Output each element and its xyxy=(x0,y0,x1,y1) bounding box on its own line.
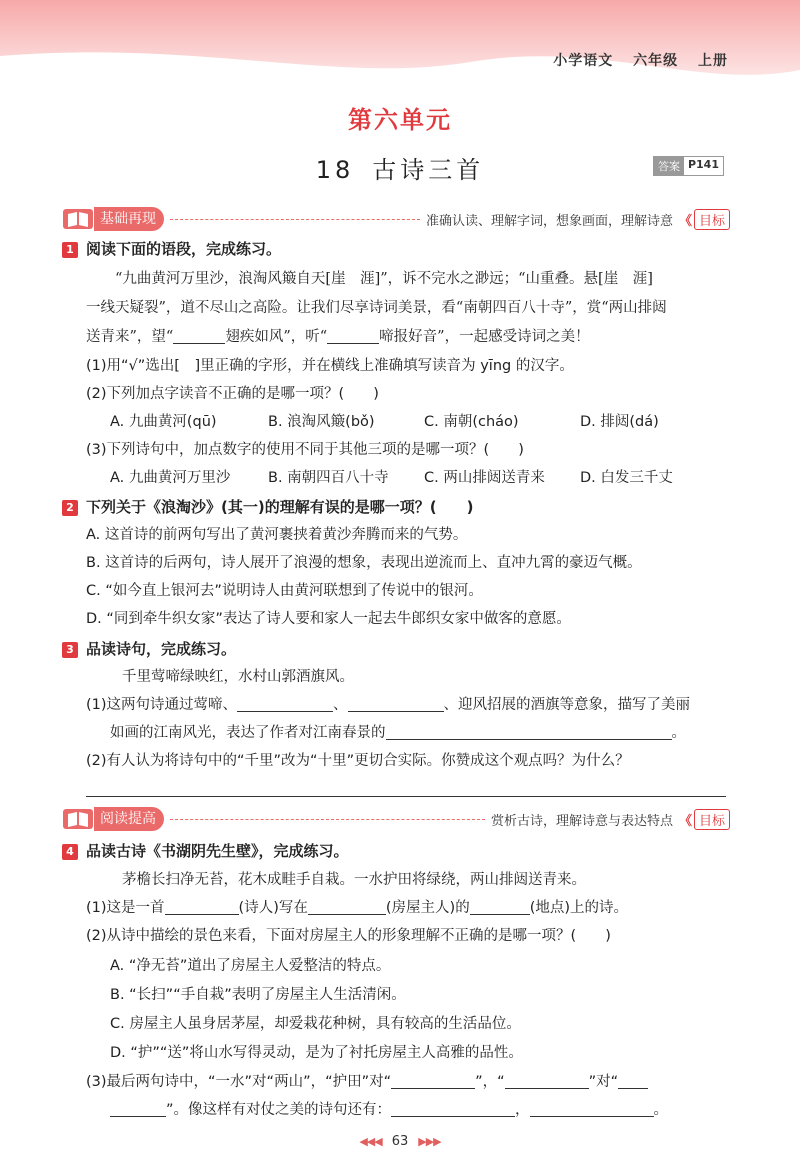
open-book-icon xyxy=(62,806,96,832)
question-text: 品读古诗《书湖阴先生壁》，完成练习。 xyxy=(86,842,349,860)
q4-text: (地点)上的诗。 xyxy=(529,900,629,916)
q4-sub-2-option-c[interactable]: C. 房屋主人虽身居茅屋，却爱栽花种树，具有较高的生活品位。 xyxy=(110,1016,521,1032)
blank-input[interactable] xyxy=(308,898,386,915)
blank-input[interactable] xyxy=(237,695,333,712)
unit-title: 第六单元 xyxy=(348,106,452,134)
question-1-title xyxy=(62,238,281,260)
q3-text: 。 xyxy=(671,725,686,741)
q3-text: (1)这两句诗通过莺啼、 xyxy=(86,697,238,713)
q2-option-a[interactable]: A. 这首诗的前两句写出了黄河裹挟着黄沙奔腾而来的气势。 xyxy=(86,527,468,543)
q4-text: ”对“ xyxy=(588,1074,619,1090)
section-divider xyxy=(170,819,485,820)
q4-sub-3-line-1 xyxy=(86,1071,648,1093)
q2-option-b[interactable]: B. 这首诗的后两句，诗人展开了浪漫的想象，表现出逆流而上、直冲九霄的豪迈气概。 xyxy=(86,555,642,571)
q4-text: 。 xyxy=(653,1102,669,1118)
goal-badge: 目标 xyxy=(694,209,730,230)
q4-text: ”。像这样有对仗之美的诗句还有： xyxy=(166,1102,392,1118)
lesson-number: 18 xyxy=(315,156,355,184)
blank-input[interactable] xyxy=(173,327,225,344)
lesson-name: 古诗三首 xyxy=(372,156,485,184)
question-text: 品读诗句，完成练习。 xyxy=(86,640,237,658)
section-goal: 《 目标 xyxy=(679,809,730,830)
blank-input[interactable] xyxy=(327,327,379,344)
question-2-title xyxy=(62,496,473,518)
blank-input[interactable] xyxy=(386,723,672,740)
answer-reference xyxy=(653,156,724,176)
blank-input[interactable] xyxy=(110,1100,166,1117)
section-bar-basic xyxy=(62,206,730,232)
q4-sub-2: (2)从诗中描绘的景色来看，下面对房屋主人的形象理解不正确的是哪一项？( ) xyxy=(86,928,611,944)
q1-sub-2-option-b[interactable]: B. 浪淘风簸(bǒ) xyxy=(268,414,375,430)
q4-text: (诗人)写在 xyxy=(238,900,308,916)
answer-line[interactable] xyxy=(86,796,726,797)
blank-input[interactable] xyxy=(530,1100,654,1117)
q4-text: ”，“ xyxy=(475,1074,505,1090)
page-number: 63 xyxy=(391,1134,409,1149)
question-4-title xyxy=(62,840,349,862)
q4-sub-2-option-a[interactable]: A. “净无苔”道出了房屋主人爱整洁的特点。 xyxy=(110,958,391,974)
page-footer xyxy=(0,1134,800,1149)
question-text: 阅读下面的语段，完成练习。 xyxy=(86,240,282,258)
q1-paragraph-line-2: 一线天疑裂”，道不尽山之高险。让我们尽享诗词美景，看“南朝四百八十寺”，赏“两山排闼 xyxy=(86,300,667,316)
q1-paragraph-line-3 xyxy=(86,326,590,348)
section-divider xyxy=(170,219,420,220)
q4-poem: 茅檐长扫净无苔，花木成畦手自栽。一水护田将绿绕，两山排闼送青来。 xyxy=(122,872,586,888)
q3-sub-2: (2)有人认为将诗句中的“千里”改为“十里”更切合实际。你赞成这个观点吗？为什么？ xyxy=(86,753,630,769)
question-number: 4 xyxy=(62,844,78,860)
section-goal: 《 目标 xyxy=(679,209,730,230)
question-number: 1 xyxy=(62,242,78,258)
q1-sub-3-option-b[interactable]: B. 南朝四百八十寺 xyxy=(268,470,389,486)
question-text: 下列关于《浪淘沙》(其一)的理解有误的是哪一项？( ) xyxy=(86,498,474,516)
q2-option-c[interactable]: C. “如今直上银河去”说明诗人由黄河联想到了传说中的银河。 xyxy=(86,583,483,599)
header-subject: 小学语文 xyxy=(553,53,614,69)
open-book-icon xyxy=(62,206,96,232)
q4-sub-1 xyxy=(86,897,628,919)
blank-input[interactable] xyxy=(165,898,239,915)
q1-sub-3: (3)下列诗句中，加点数字的使用不同于其他三项的是哪一项？( ) xyxy=(86,442,524,458)
header-course-info xyxy=(539,50,728,70)
q4-text: ， xyxy=(515,1102,530,1118)
q1-sub-3-option-d[interactable]: D. 白发三千丈 xyxy=(580,470,673,486)
blank-input[interactable] xyxy=(391,1072,475,1089)
blank-input[interactable] xyxy=(470,898,530,915)
q3-sub-1-line-2 xyxy=(110,722,686,744)
q1-sub-2-option-a[interactable]: A. 九曲黄河(qū) xyxy=(110,414,217,430)
q3-poem: 千里莺啼绿映红，水村山郭酒旗风。 xyxy=(122,669,354,685)
section-goal-text: 准确认读、理解字词，想象画面，理解诗意 xyxy=(425,213,673,229)
q1-sub-3-option-a[interactable]: A. 九曲黄河万里沙 xyxy=(110,470,231,486)
q4-text: (房屋主人)的 xyxy=(385,900,470,916)
q3-text: 、 xyxy=(333,697,348,713)
blank-input[interactable] xyxy=(348,695,444,712)
section-bar-reading xyxy=(62,806,730,832)
q1-sub-2: (2)下列加点字读音不正确的是哪一项？( ) xyxy=(86,386,379,402)
q3-text: 如画的江南风光，表达了作者对江南春景的 xyxy=(110,725,386,741)
question-number: 2 xyxy=(62,500,78,516)
header-volume: 上册 xyxy=(698,53,728,69)
q3-text: 、迎风招展的酒旗等意象，描写了美丽 xyxy=(443,697,691,713)
q4-sub-2-option-d[interactable]: D. “护”“送”将山水写得灵动，是为了衬托房屋主人高雅的品性。 xyxy=(110,1045,523,1061)
question-3-title xyxy=(62,638,236,660)
q4-text: (3)最后两句诗中，“一水”对“两山”，“护田”对“ xyxy=(86,1074,392,1090)
goal-badge: 目标 xyxy=(694,809,730,830)
q1-sub-2-option-d[interactable]: D. 排闼(dá) xyxy=(580,414,659,430)
right-arrows-icon: ▶▶▶ xyxy=(418,1135,441,1148)
question-number: 3 xyxy=(62,642,78,658)
answer-label: 答案 xyxy=(654,157,684,175)
q4-text: (1)这是一首 xyxy=(86,900,165,916)
q1-sub-1: (1)用“√”选出[ ]里正确的字形，并在横线上准确填写读音为 yīng 的汉字。 xyxy=(86,358,574,374)
q1-sub-2-option-c[interactable]: C. 南朝(cháo) xyxy=(424,414,519,430)
q1-paragraph-text: 啼报好音”，一起感受诗词之美！ xyxy=(379,329,590,345)
blank-input[interactable] xyxy=(391,1100,515,1117)
q4-sub-3-line-2 xyxy=(110,1099,668,1121)
header-grade: 六年级 xyxy=(633,53,679,69)
section-label: 阅读提高 xyxy=(94,807,164,831)
left-arrows-icon: ◀◀◀ xyxy=(359,1135,382,1148)
header-background xyxy=(0,0,800,95)
blank-input[interactable] xyxy=(505,1072,589,1089)
q1-paragraph-text: 送青来”，望“ xyxy=(86,329,174,345)
q1-paragraph-line-1: “九曲黄河万里沙，浪淘风簸自天[崖 涯]”，诉不完水之渺远；“山重叠。悬[崖 涯] xyxy=(115,271,653,287)
q1-sub-3-option-c[interactable]: C. 两山排闼送青来 xyxy=(424,470,545,486)
q4-sub-2-option-b[interactable]: B. “长扫”“手自栽”表明了房屋主人生活清闲。 xyxy=(110,987,406,1003)
answer-page: P141 xyxy=(687,158,719,171)
q2-option-d[interactable]: D. “同到牵牛织女家”表达了诗人要和家人一起去牛郎织女家中做客的意愿。 xyxy=(86,611,571,627)
blank-input[interactable] xyxy=(618,1072,648,1089)
q3-sub-1-line-1 xyxy=(86,694,690,716)
section-goal-text: 赏析古诗，理解诗意与表达特点 xyxy=(490,813,673,829)
section-label: 基础再现 xyxy=(94,207,164,231)
q1-paragraph-text: 翅疾如风”，听“ xyxy=(225,329,328,345)
